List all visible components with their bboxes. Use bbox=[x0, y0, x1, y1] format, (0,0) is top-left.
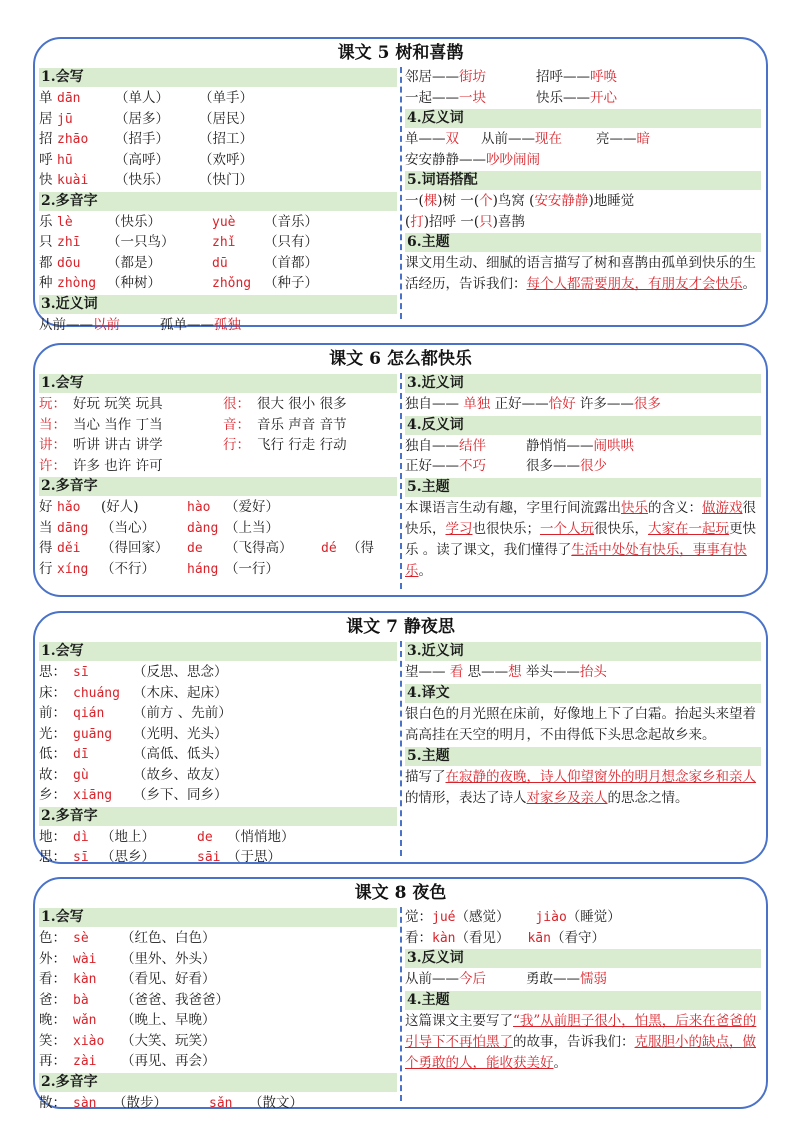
lesson5-left bbox=[39, 67, 397, 333]
lesson8-left bbox=[39, 907, 397, 1111]
character-row: 思： sī （反思、思念） bbox=[39, 664, 228, 680]
section-header: 5.词语搭配 bbox=[405, 171, 761, 190]
antonym-row: 安安静静——吵吵闹闹 bbox=[405, 151, 540, 168]
polyphone-row: 得 děi （得回家） de （飞得高） dé （得 bbox=[39, 540, 374, 556]
character-row: 呼 hū （高呼） （欢呼） bbox=[39, 151, 253, 168]
lesson8-right bbox=[405, 907, 761, 1101]
lesson5-title: 课文 5 树和喜鹊 bbox=[337, 43, 464, 63]
character-row: 前： qián （前方 、先前） bbox=[39, 705, 232, 721]
section-header: 3.反义词 bbox=[405, 949, 761, 968]
synonym-row: 从前——以前 孤单——孤独 bbox=[39, 316, 241, 333]
antonym-row: 从前——今后 勇敢——懦弱 bbox=[405, 971, 607, 987]
theme-text: 这篇课文主要写了“我”从前胆子很小，怕黑，后来在爸爸的引导下不再怕黑了的故事，告诉我们：克服胆小的缺点，做个勇敢的人，能收获美好。 bbox=[405, 1012, 757, 1071]
lesson7-card bbox=[33, 611, 768, 864]
section-header: 3.近义词 bbox=[405, 642, 761, 661]
section-header: 2.多音字 bbox=[39, 807, 397, 826]
character-row: 晚： wǎn （晚上、早晚） bbox=[39, 1012, 216, 1028]
character-row: 故： gù （故乡、故友） bbox=[39, 766, 228, 783]
section-header: 1.会写 bbox=[39, 908, 397, 927]
section-header: 4.反义词 bbox=[405, 416, 761, 435]
lesson7-right bbox=[405, 641, 761, 856]
character-row: 床： chuáng （木床、起床） bbox=[39, 684, 228, 701]
lesson6-right bbox=[405, 373, 761, 589]
synonym-row: 望—— 看 思——想 举头——抬头 bbox=[405, 664, 607, 680]
section-header: 4.译文 bbox=[405, 684, 761, 703]
character-row: 爸： bà （爸爸、我爸爸） bbox=[39, 991, 229, 1008]
polyphone-row: 行 xíng （不行） háng （一行） bbox=[39, 560, 279, 577]
lesson6-left bbox=[39, 373, 397, 589]
lesson7-left bbox=[39, 641, 397, 865]
theme-text: 课文用生动、细腻的语言描写了树和喜鹊由孤单到快乐的生活经历，告诉我们：每个人都需要朋友，有朋友才会快乐。 bbox=[405, 255, 756, 292]
section-header: 1.会写 bbox=[39, 68, 397, 87]
lesson5-right bbox=[405, 67, 761, 319]
character-row: 再： zài （再见、再会） bbox=[39, 1053, 216, 1069]
synonym-row: 邻居——街坊 招呼——呼唤 bbox=[405, 69, 617, 85]
character-row: 居 jū （居多） （居民） bbox=[39, 110, 253, 127]
lesson6-title: 课文 6 怎么都快乐 bbox=[329, 349, 472, 369]
collocation-row: (打)招呼 一(只)喜鹊 bbox=[405, 213, 525, 230]
polyphone-row: 乐 lè （快乐） yuè （音乐） bbox=[39, 213, 318, 230]
antonym-row: 正好——不巧 很多——很少 bbox=[405, 458, 607, 474]
polyphone-row: 散： sàn （散步） sǎn （散文） bbox=[39, 1094, 303, 1111]
section-header: 1.会写 bbox=[39, 642, 397, 661]
section-header: 4.反义词 bbox=[405, 109, 761, 128]
polyphone-row: 地： dì （地上） de （悄悄地） bbox=[39, 828, 295, 845]
synonym-row: 独自—— 单独 正好——恰好 许多——很多 bbox=[405, 396, 661, 412]
polyphone-row: 都 dōu （都是） dū （首都） bbox=[39, 254, 318, 271]
column-divider bbox=[400, 641, 402, 856]
translation-text: 银白色的月光照在床前，好像地上下了白霜。抬起头来望着高高挂在天空的明月，不由得低下头思念起故乡来。 bbox=[405, 705, 756, 743]
lesson8-card bbox=[33, 877, 768, 1109]
antonym-row: 独自——结伴 静悄悄——闹哄哄 bbox=[405, 437, 634, 454]
polyphone-row: 好 hǎo (好人) hào （爱好） bbox=[39, 499, 279, 515]
synonym-row: 一起——一块 快乐——开心 bbox=[405, 89, 617, 106]
character-row: 光： guāng （光明、光头） bbox=[39, 725, 228, 742]
character-row: 玩： 好玩 玩笑 玩具 很： 很大 很小 很多 bbox=[39, 396, 347, 412]
character-row: 快 kuài （快乐） （快门） bbox=[39, 172, 253, 188]
section-header: 1.会写 bbox=[39, 374, 397, 393]
character-row: 看： kàn （看见、好看） bbox=[39, 971, 216, 987]
polyphone-row: 觉：jué（感觉） jiào（睡觉） bbox=[405, 909, 621, 925]
section-header: 5.主题 bbox=[405, 478, 761, 497]
section-header: 5.主题 bbox=[405, 747, 761, 766]
section-header: 3.近义词 bbox=[39, 295, 397, 314]
column-divider bbox=[400, 67, 402, 319]
lesson7-title: 课文 7 静夜思 bbox=[346, 617, 455, 637]
collocation-row: 一(棵)树 一(个)鸟窝 (安安静静)地睡觉 bbox=[405, 193, 635, 209]
character-row: 外： wài （里外、外头） bbox=[39, 950, 216, 967]
polyphone-row: 看：kàn（看见） kān（看守） bbox=[405, 929, 605, 946]
polyphone-row: 当 dāng （当心） dàng （上当） bbox=[39, 519, 279, 536]
section-header: 4.主题 bbox=[405, 991, 761, 1010]
section-header: 2.多音字 bbox=[39, 1073, 397, 1092]
theme-text: 本课语言生动有趣，字里行间流露出快乐的含义：做游戏很快乐，学习也很快乐；一个人玩很快乐，大家在一起玩更快乐 。读了课文，我们懂得了生活中处处有快乐，事事有快乐。 bbox=[405, 499, 756, 579]
polyphone-row: 种 zhòng （种树） zhǒng （种子） bbox=[39, 275, 318, 291]
character-row: 招 zhāo （招手） （招工） bbox=[39, 131, 253, 147]
character-row: 当： 当心 当作 丁当 音： 音乐 声音 音节 bbox=[39, 416, 347, 433]
character-row: 笑： xiào （大笑、玩笑） bbox=[39, 1032, 216, 1049]
character-row: 色： sè （红色、白色） bbox=[39, 930, 216, 946]
section-header: 2.多音字 bbox=[39, 477, 397, 496]
antonym-row: 单——双 从前——现在 亮——暗 bbox=[405, 131, 650, 147]
character-row: 讲： 听讲 讲古 讲学 行： 飞行 行走 行动 bbox=[39, 437, 347, 453]
polyphone-row: 思： sī （思乡） sāi （于思） bbox=[39, 849, 281, 865]
lesson6-card bbox=[33, 343, 768, 597]
lesson8-title: 课文 8 夜色 bbox=[354, 883, 447, 903]
character-row: 乡： xiāng （乡下、同乡） bbox=[39, 787, 228, 803]
character-row: 单 dān （单人） （单手） bbox=[39, 90, 253, 106]
character-row: 许： 许多 也许 许可 bbox=[39, 457, 163, 474]
section-header: 3.近义词 bbox=[405, 374, 761, 393]
section-header: 6.主题 bbox=[405, 233, 761, 252]
lesson5-card bbox=[33, 37, 768, 333]
column-divider bbox=[400, 907, 402, 1101]
column-divider bbox=[400, 373, 402, 589]
character-row: 低： dī （高低、低头） bbox=[39, 746, 228, 762]
polyphone-row: 只 zhī （一只鸟） zhǐ （只有） bbox=[39, 234, 318, 250]
theme-text: 描写了在寂静的夜晚，诗人仰望窗外的明月想念家乡和亲人的情形，表达了诗人对家乡及亲人的思念之情。 bbox=[405, 768, 756, 806]
section-header: 2.多音字 bbox=[39, 192, 397, 211]
